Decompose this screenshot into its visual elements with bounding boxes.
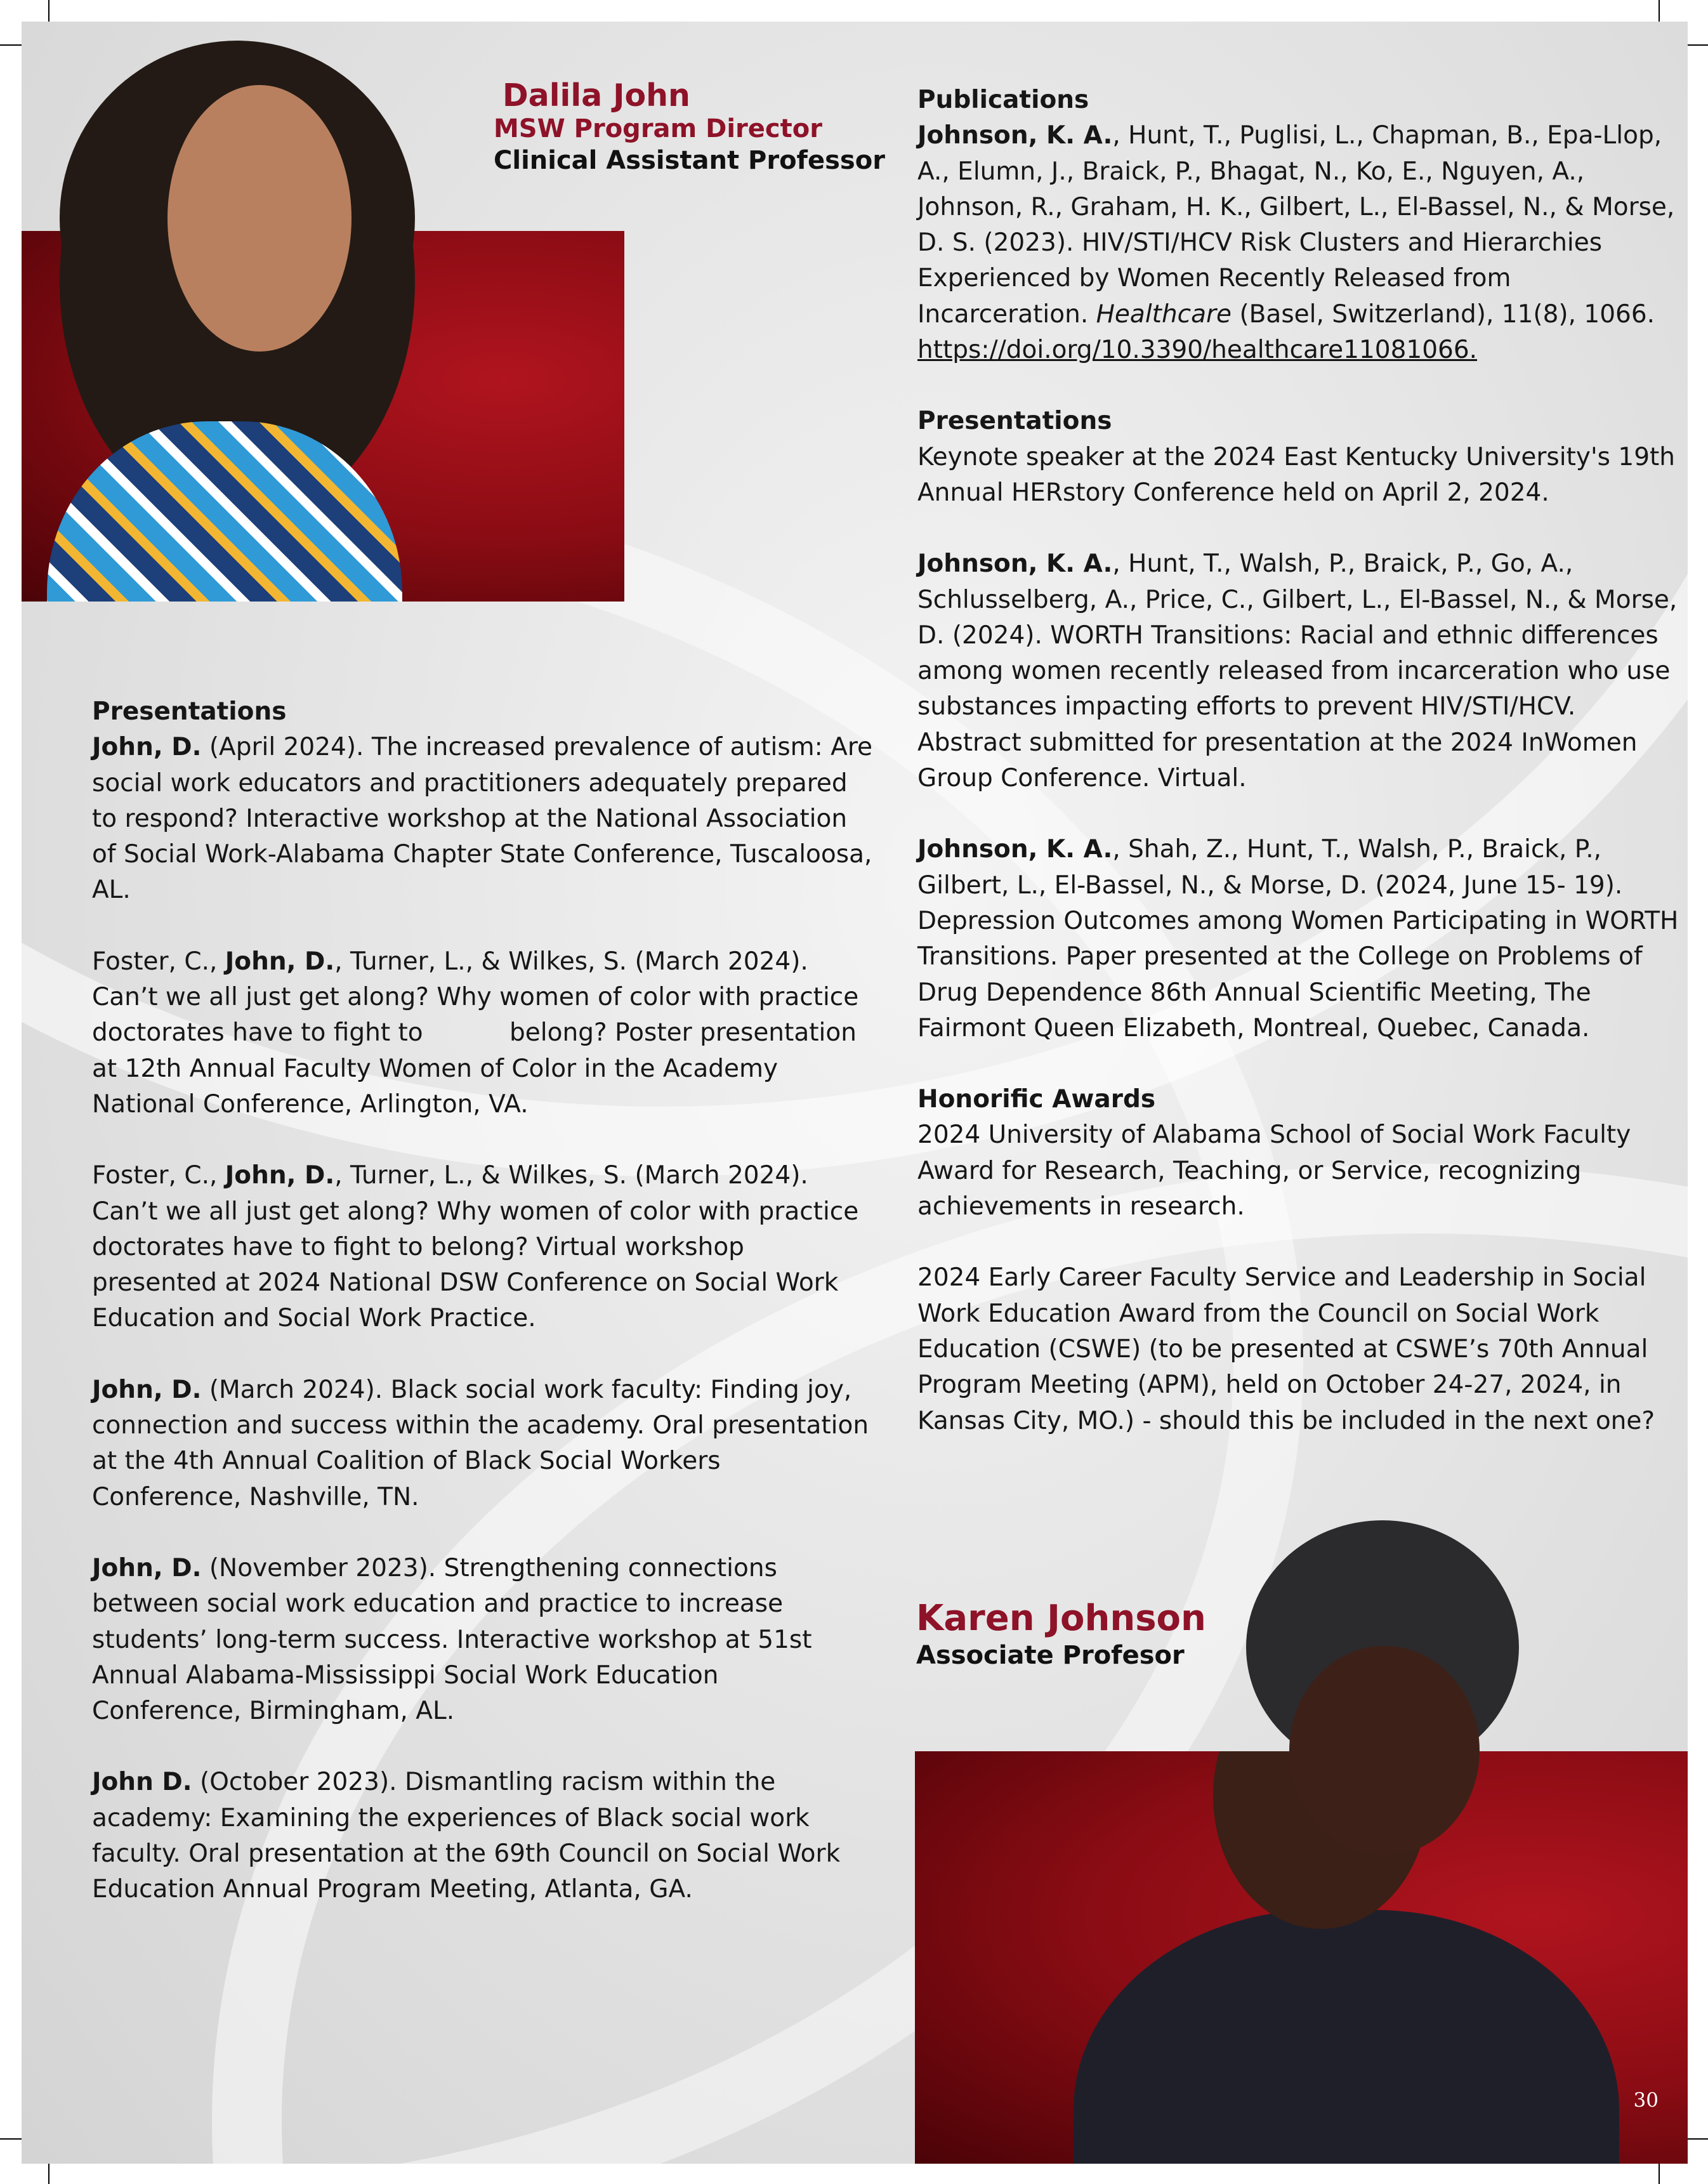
citation-author: John D. — [92, 1768, 192, 1797]
section-heading: Presentations — [917, 407, 1112, 436]
crop-mark — [1686, 2138, 1708, 2140]
left-column — [92, 694, 872, 1944]
journal-name: Healthcare — [1096, 299, 1232, 329]
citation-text: (October 2023). Dismantling racism within the academy: Examining the experiences of Black social work faculty. Oral presentation at the 69th Council on Social Work Education Annual Program Meeting, Atlanta, GA. — [92, 1768, 841, 1904]
citation-text: (March 2024). Black social work faculty: Finding joy, connection and success within the academy. Oral presentation at the 4th Annual Coalition of Black Social Workers Conference, Nashville, TN. — [92, 1375, 869, 1511]
citation-text: Keynote speaker at the 2024 East Kentucky University's 19th Annual HERstory Conference held on April 2, 2024. — [917, 442, 1676, 507]
citation — [92, 1765, 872, 1907]
section-heading: Publications — [917, 86, 1089, 114]
citation — [92, 730, 872, 908]
profile-title: Clinical Assistant Professor — [494, 146, 885, 175]
citation — [917, 546, 1679, 796]
page-number: 30 — [1633, 2089, 1659, 2112]
citation-text: , Shah, Z., Hunt, T., Walsh, P., Braick, P., Gilbert, L., El-Bassel, N., & Morse, D. (2024, June 15- 19). Depression Outcomes among Women Participating in WORTH Transitions. Paper presented at the College on Problems of Drug Dependence 86th Annual Scientific Meeting, The Fairmont Queen Elizabeth, Montreal, Quebec, Canada. — [917, 835, 1679, 1043]
citation-text: , Hunt, T., Walsh, P., Braick, P., Go, A., Schlusselberg, A., Price, C., Gilbert, L., El-Bassel, N., & Morse, D. (2024). WORTH Transitions: Racial and ethnic differences among women recently released from incarceration who use substances impacting efforts to prevent HIV/STI/HCV. Abstract submitted for presentation at the 2024 InWomen Group Conference. Virtual. — [917, 549, 1678, 793]
profile-title: MSW Program Director — [494, 114, 822, 143]
citation — [92, 944, 872, 1122]
citation-author: John, D. — [225, 1161, 335, 1190]
award-item: 2024 Early Career Faculty Service and Leadership in Social Work Education Award from the Council on Social Work Education (CSWE) (to be presented at CSWE’s 70th Annual Program Meeting (APM), held on October 24-27, 2024, in Kansas City, MO.) - should this be included in the next one? — [917, 1263, 1655, 1435]
citation-text: Foster, C., — [92, 947, 225, 976]
face-shape — [1289, 1646, 1480, 1855]
citation — [92, 1551, 872, 1729]
citation-text: , Turner, L., & Wilkes, S. (March 2024). Can’t we all just get along? Why women of color with practice doctorates have to fight to belong? Poster presentation at 12th Annual Faculty Women of Color in the Academy National Conference, Arlington, VA. — [92, 947, 867, 1119]
profile-name: Dalila John — [503, 77, 690, 114]
citation-text: (Basel, Switzerland), 11(8), 1066. — [1232, 299, 1655, 329]
citation — [92, 1372, 872, 1515]
profile-name: Karen Johnson — [916, 1598, 1206, 1639]
crop-mark — [1686, 44, 1708, 46]
crop-mark — [0, 2138, 22, 2140]
face-shape — [168, 85, 351, 352]
citation — [92, 1158, 872, 1336]
crop-mark — [48, 0, 49, 22]
section-heading: Presentations — [92, 697, 287, 726]
citation-author: John, D. — [92, 1375, 202, 1404]
citation — [917, 832, 1679, 1046]
section-heading: Honorific Awards — [917, 1085, 1156, 1114]
jacket-shape — [1074, 1910, 1619, 2164]
citation-author: John, D. — [92, 733, 202, 762]
citation-text: (April 2024). The increased prevalence of autism: Are social work educators and practitioners adequately prepared to respond? Interactive workshop at the National Association of Social Work-Alabama Chapter State Conference, Tuscaloosa, AL. — [92, 733, 873, 905]
crop-mark — [0, 44, 22, 46]
profile-title: Associate Profesor — [916, 1641, 1185, 1670]
citation-author: John, D. — [225, 947, 335, 976]
citation-text: , Turner, L., & Wilkes, S. (March 2024). Can’t we all just get along? Why women of color with practice doctorates have to fight to belong? Virtual workshop presented at 2024 National DSW Conference on Social Work Education and Social Work Practice. — [92, 1161, 859, 1333]
crop-mark — [1659, 0, 1660, 22]
citation-author: Johnson, K. A. — [917, 121, 1113, 150]
doi-link[interactable]: https://doi.org/10.3390/healthcare11081066. — [917, 336, 1478, 365]
citation-author: Johnson, K. A. — [917, 835, 1113, 864]
citation-text: , Hunt, T., Puglisi, L., Chapman, B., Epa-Llop, A., Elumn, J., Braick, P., Bhagat, N., Ko, E., Nguyen, A., Johnson, R., Graham, H. K., Gilbert, L., El-Bassel, N., & Morse, D. S. (2023). HIV/STI/HCV Risk Clusters and Hierarchies Experienced by Women Recently Released from Incarceration. — [917, 121, 1675, 329]
crop-mark — [48, 2162, 49, 2184]
citation-text: Foster, C., — [92, 1161, 225, 1190]
citation-author: John, D. — [92, 1553, 202, 1582]
portrait-photo — [915, 1751, 1688, 2164]
crop-mark — [1659, 2162, 1660, 2184]
citation-author: Johnson, K. A. — [917, 549, 1113, 579]
right-column — [917, 82, 1679, 1475]
citation-text: (November 2023). Strengthening connections between social work education and practice to increase students’ long-term success. Interactive workshop at 51st Annual Alabama-Mississippi Social Work Education Conference, Birmingham, AL. — [92, 1553, 812, 1726]
page — [22, 22, 1688, 2164]
award-item: 2024 University of Alabama School of Social Work Faculty Award for Research, Teaching, or Service, recognizing achievements in research. — [917, 1121, 1631, 1221]
